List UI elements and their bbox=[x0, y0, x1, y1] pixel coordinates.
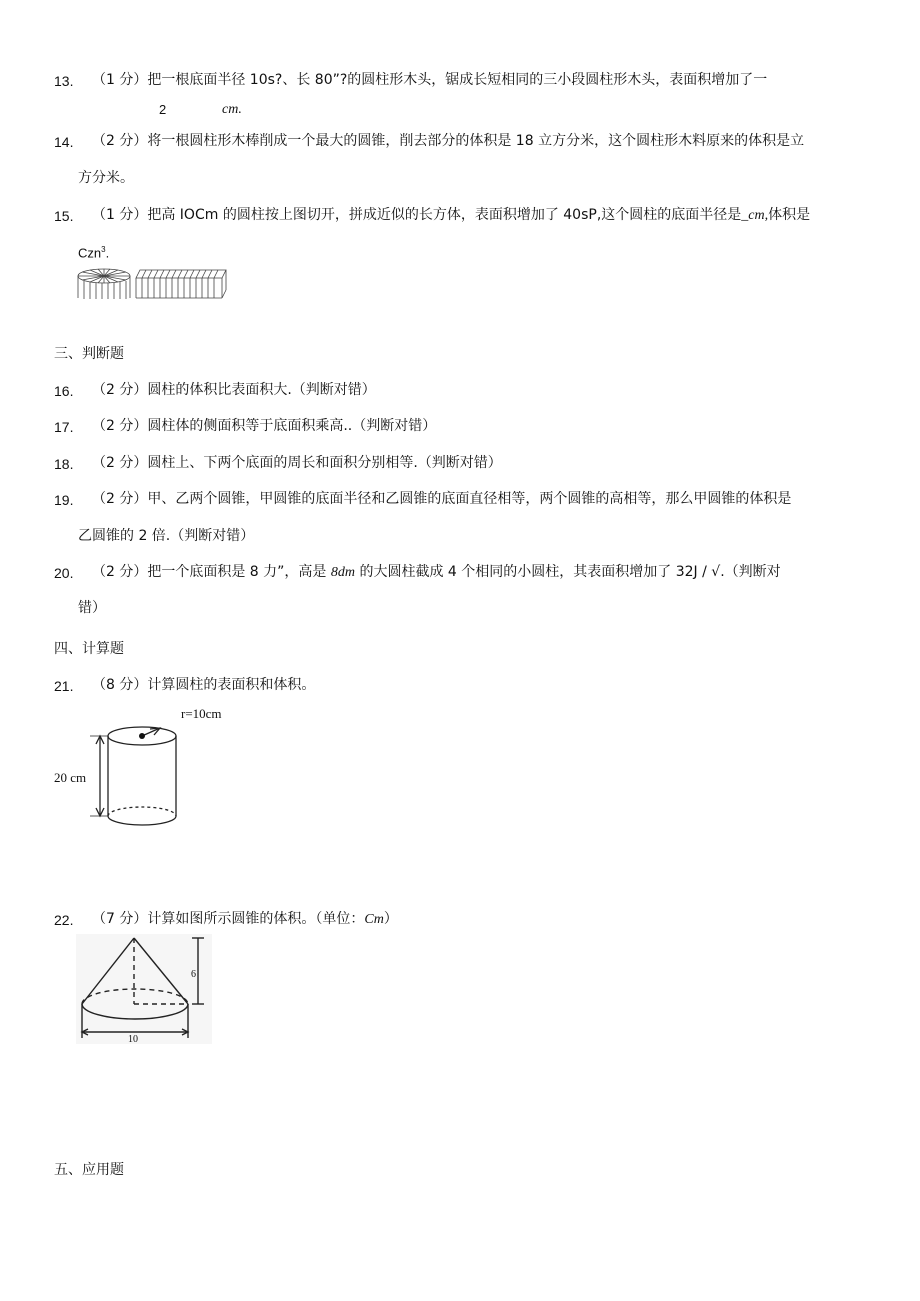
q21-number: 21. bbox=[54, 678, 74, 694]
q15-number: 15. bbox=[54, 208, 74, 224]
q17-text: （2 分）圆柱体的侧面积等于底面积乘高..（判断对错） bbox=[92, 418, 437, 434]
q16-number: 16. bbox=[54, 383, 74, 399]
q13-text: （1 分）把一根底面半径 10s?、长 80”?的圆柱形木头，锯成长短相同的三小段圆柱形木头，表面积增加了一 bbox=[92, 72, 768, 88]
q22-text: （7 分）计算如图所示圆锥的体积。（单位：Cm） bbox=[92, 911, 398, 927]
q15-text-cont: Czn$^3$. bbox=[78, 245, 110, 261]
q20-text: （2 分）把一个底面积是 8 力”，高是 8dm 的大圆柱截成 4 个相同的小圆柱，其表面积增加了 32J / √.（判断对 bbox=[92, 564, 781, 580]
q20-number: 20. bbox=[54, 565, 74, 581]
q17-number: 17. bbox=[54, 419, 74, 435]
q19-text-cont: 乙圆锥的 2 倍.（判断对错） bbox=[78, 528, 255, 544]
q13-number: 13. bbox=[54, 73, 74, 89]
section-title-calculation: 四、计算题 bbox=[54, 641, 124, 657]
cylinder-slicing-figure bbox=[76, 266, 230, 300]
q13-answer-hint: 2 bbox=[159, 102, 167, 117]
height-label: 20 cm bbox=[54, 770, 87, 785]
q19-text: （2 分）甲、乙两个圆锥，甲圆锥的底面半径和乙圆锥的底面直径相等，两个圆锥的高相等，那么甲圆锥的体积是 bbox=[92, 491, 792, 507]
q14-text: （2 分）将一根圆柱形木棒削成一个最大的圆锥，削去部分的体积是 18 立方分米，这个圆柱形木料原来的体积是立 bbox=[92, 133, 805, 149]
cone-height-label: 6 bbox=[191, 969, 196, 980]
q22-number: 22. bbox=[54, 912, 74, 928]
cone-diameter-label: 10 bbox=[128, 1034, 138, 1044]
cylinder-figure bbox=[50, 704, 250, 834]
q18-text: （2 分）圆柱上、下两个底面的周长和面积分别相等.（判断对错） bbox=[92, 455, 502, 471]
q15-text: （1 分）把高 IOCm 的圆柱按上图切开，拼成近似的长方体，表面积增加了 40sP,这个圆柱的底面半径是_cm,体积是 bbox=[92, 207, 811, 223]
q16-text: （2 分）圆柱的体积比表面积大.（判断对错） bbox=[92, 382, 376, 398]
q19-number: 19. bbox=[54, 492, 74, 508]
section-title-judgement: 三、判断题 bbox=[54, 346, 124, 362]
q20-text-cont: 错） bbox=[78, 600, 106, 616]
q18-number: 18. bbox=[54, 456, 74, 472]
q13-unit: cm. bbox=[222, 102, 242, 117]
cone-figure bbox=[76, 934, 212, 1044]
q14-number: 14. bbox=[54, 134, 74, 150]
radius-label: r=10cm bbox=[181, 706, 222, 721]
q21-text: （8 分）计算圆柱的表面积和体积。 bbox=[92, 677, 316, 693]
section-title-application: 五、应用题 bbox=[54, 1162, 124, 1178]
q14-text-cont: 方分米。 bbox=[78, 170, 134, 186]
